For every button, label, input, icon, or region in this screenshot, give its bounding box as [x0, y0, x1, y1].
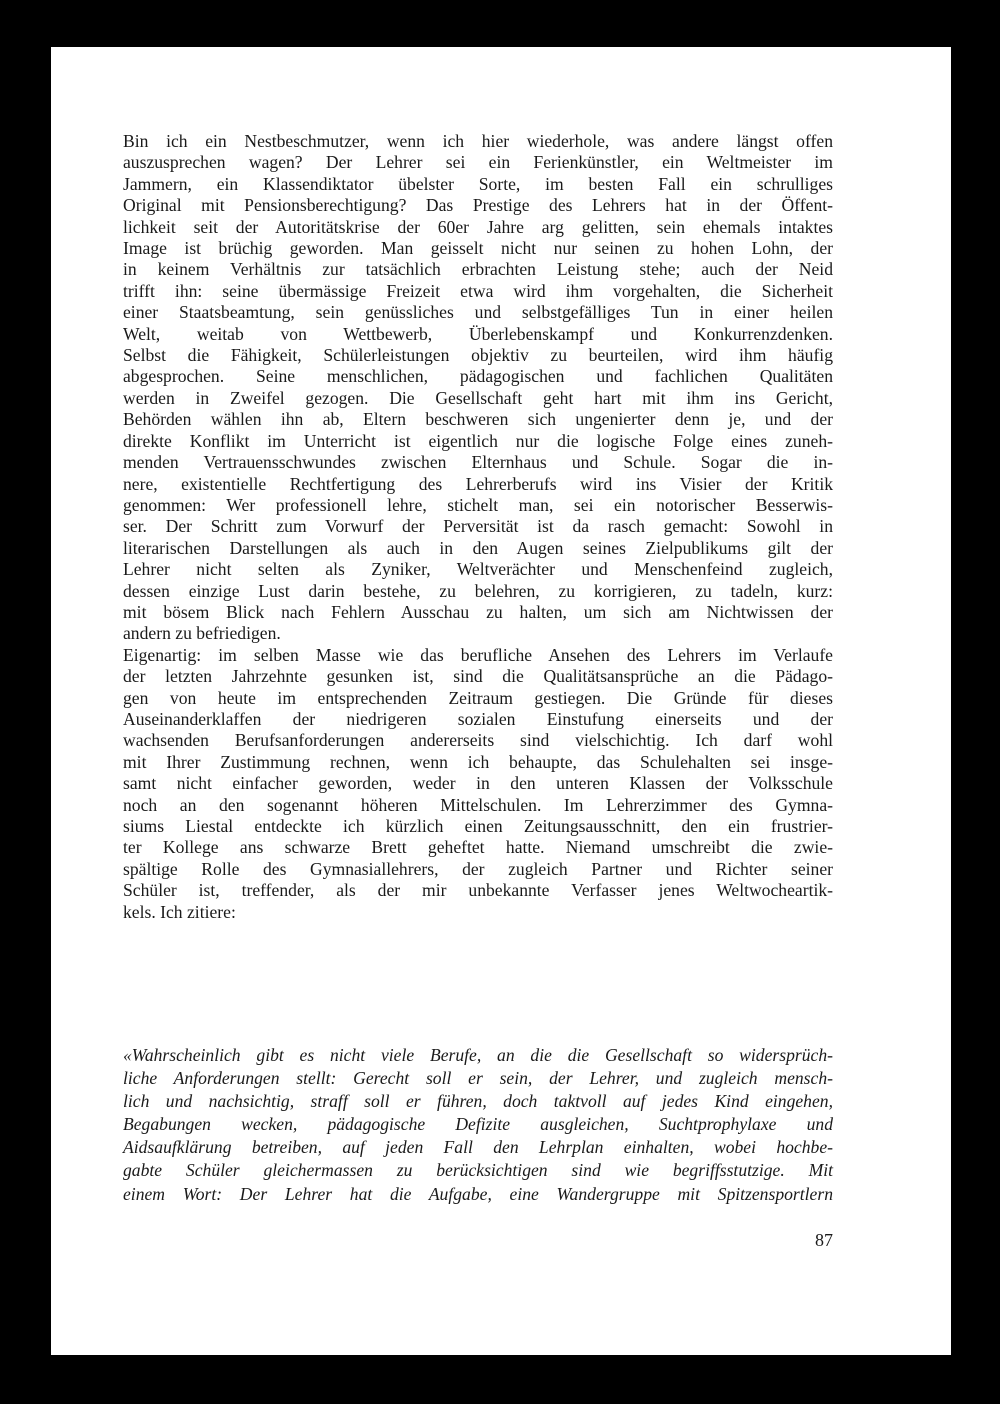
body-line: Bin ich ein Nestbeschmutzer, wenn ich hier wiederhole, was andere längst offen	[123, 131, 833, 151]
body-line: mit Ihrer Zustimmung rechnen, wenn ich behaupte, das Schulehalten sei insge-	[123, 751, 833, 772]
body-line: Selbst die Fähigkeit, Schülerleistungen objektiv zu beurteilen, wird ihm häufig	[123, 345, 833, 366]
body-line: Jammern, ein Klassendiktator übelster Sorte, im besten Fall ein schrulliges	[123, 173, 833, 194]
quote-line: Aidsaufklärung betreiben, auf jeden Fall den Lehrplan einhalten, wobei hochbe-	[123, 1137, 833, 1158]
body-line: gen von heute im entsprechenden Zeitraum gestiegen. Die Gründe für dieses	[123, 687, 833, 708]
body-line: kels. Ich zitiere:	[123, 901, 236, 922]
body-line: wachsenden Berufsanforderungen andererseits sind vielschichtig. Ich darf wohl	[123, 730, 833, 751]
body-line: Behörden wählen ihn ab, Eltern beschweren sich ungenierter denn je, und der	[123, 409, 833, 430]
quote-line: gabte Schüler gleichermassen zu berücksichtigen sind wie begriffsstutzige. Mit	[123, 1160, 833, 1181]
body-line: dessen einzige Lust darin bestehe, zu belehren, zu korrigieren, zu tadeln, kurz:	[123, 580, 833, 601]
body-text	[123, 131, 833, 923]
body-line: werden in Zweifel gezogen. Die Gesellschaft geht hart mit ihm ins Gericht,	[123, 387, 833, 408]
body-line: auszusprechen wagen? Der Lehrer sei ein Ferienkünstler, ein Weltmeister im	[123, 152, 833, 173]
body-line: abgesprochen. Seine menschlichen, pädagogischen und fachlichen Qualitäten	[123, 366, 833, 387]
body-line: mit bösem Blick nach Fehlern Ausschau zu halten, um sich am Nichtwissen der	[123, 601, 833, 622]
body-line: Image ist brüchig geworden. Man geisselt nicht nur seinen zu hohen Lohn, der	[123, 238, 833, 259]
document-page	[51, 47, 951, 1355]
body-line: noch an den sogenannt höheren Mittelschulen. Im Lehrerzimmer des Gymna-	[123, 794, 833, 815]
quote-line: liche Anforderungen stellt: Gerecht soll er sein, der Lehrer, und zugleich mensch-	[123, 1068, 833, 1089]
quote-line: «Wahrscheinlich gibt es nicht viele Berufe, an die die Gesellschaft so widersprüch-	[123, 1045, 833, 1065]
quote-line: Begabungen wecken, pädagogische Defizite ausgleichen, Suchtprophylaxe und	[123, 1114, 833, 1135]
body-line: Welt, weitab von Wettbewerb, Überlebenskampf und Konkurrenzdenken.	[123, 323, 833, 344]
block-quote	[123, 1044, 833, 1206]
body-line: trifft ihn: seine übermässige Freizeit etwa wird ihm vorgehalten, die Sicherheit	[123, 280, 833, 301]
body-line: direkte Konflikt im Unterricht ist eigentlich nur die logische Folge eines zuneh-	[123, 430, 833, 451]
body-line: der letzten Jahrzehnte gesunken ist, sind die Qualitätsansprüche an die Pädago-	[123, 666, 833, 687]
body-line: andern zu befriedigen.	[123, 623, 281, 644]
quote-line: lich und nachsichtig, straff soll er führen, doch taktvoll auf jedes Kind eingehen,	[123, 1091, 833, 1112]
body-line: Schüler ist, treffender, als der mir unbekannte Verfasser jenes Weltwocheartik-	[123, 880, 833, 901]
body-line: literarischen Darstellungen als auch in den Augen seines Zielpublikums gilt der	[123, 537, 833, 558]
body-line: Auseinanderklaffen der niedrigeren sozialen Einstufung einerseits und der	[123, 708, 833, 729]
page-number: 87	[815, 1230, 833, 1250]
body-line: Lehrer nicht selten als Zyniker, Weltverächter und Menschenfeind zugleich,	[123, 559, 833, 580]
body-line: einer Staatsbeamtung, sein genüssliches und selbstgefälliges Tun in einer heilen	[123, 302, 833, 323]
body-line: ter Kollege ans schwarze Brett geheftet hatte. Niemand umschreibt die zwie-	[123, 837, 833, 858]
body-line: Original mit Pensionsberechtigung? Das Prestige des Lehrers hat in der Öffent-	[123, 195, 833, 216]
body-line: nere, existentielle Rechtfertigung des Lehrerberufs wird ins Visier der Kritik	[123, 473, 833, 494]
body-line: siums Liestal entdeckte ich kürzlich einen Zeitungsausschnitt, den ein frustrier-	[123, 816, 833, 836]
body-line: spältige Rolle des Gymnasiallehrers, der zugleich Partner und Richter seiner	[123, 858, 833, 879]
body-line: lichkeit seit der Autoritätskrise der 60er Jahre arg gelitten, sein ehemals intaktes	[123, 216, 833, 237]
quote-line: einem Wort: Der Lehrer hat die Aufgabe, eine Wandergruppe mit Spitzensportlern	[123, 1183, 833, 1204]
body-line: in keinem Verhältnis zur tatsächlich erbrachten Leistung stehe; auch der Neid	[123, 259, 833, 280]
body-line: Eigenartig: im selben Masse wie das berufliche Ansehen des Lehrers im Verlaufe	[123, 644, 833, 665]
body-line: menden Vertrauensschwundes zwischen Elternhaus und Schule. Sogar die in-	[123, 452, 833, 473]
body-line: ser. Der Schritt zum Vorwurf der Perversität ist da rasch gemacht: Sowohl in	[123, 516, 833, 537]
body-line: genommen: Wer professionell lehre, stichelt man, sei ein notorischer Besserwis-	[123, 494, 833, 515]
body-line: samt nicht einfacher geworden, weder in den unteren Klassen der Volksschule	[123, 773, 833, 794]
